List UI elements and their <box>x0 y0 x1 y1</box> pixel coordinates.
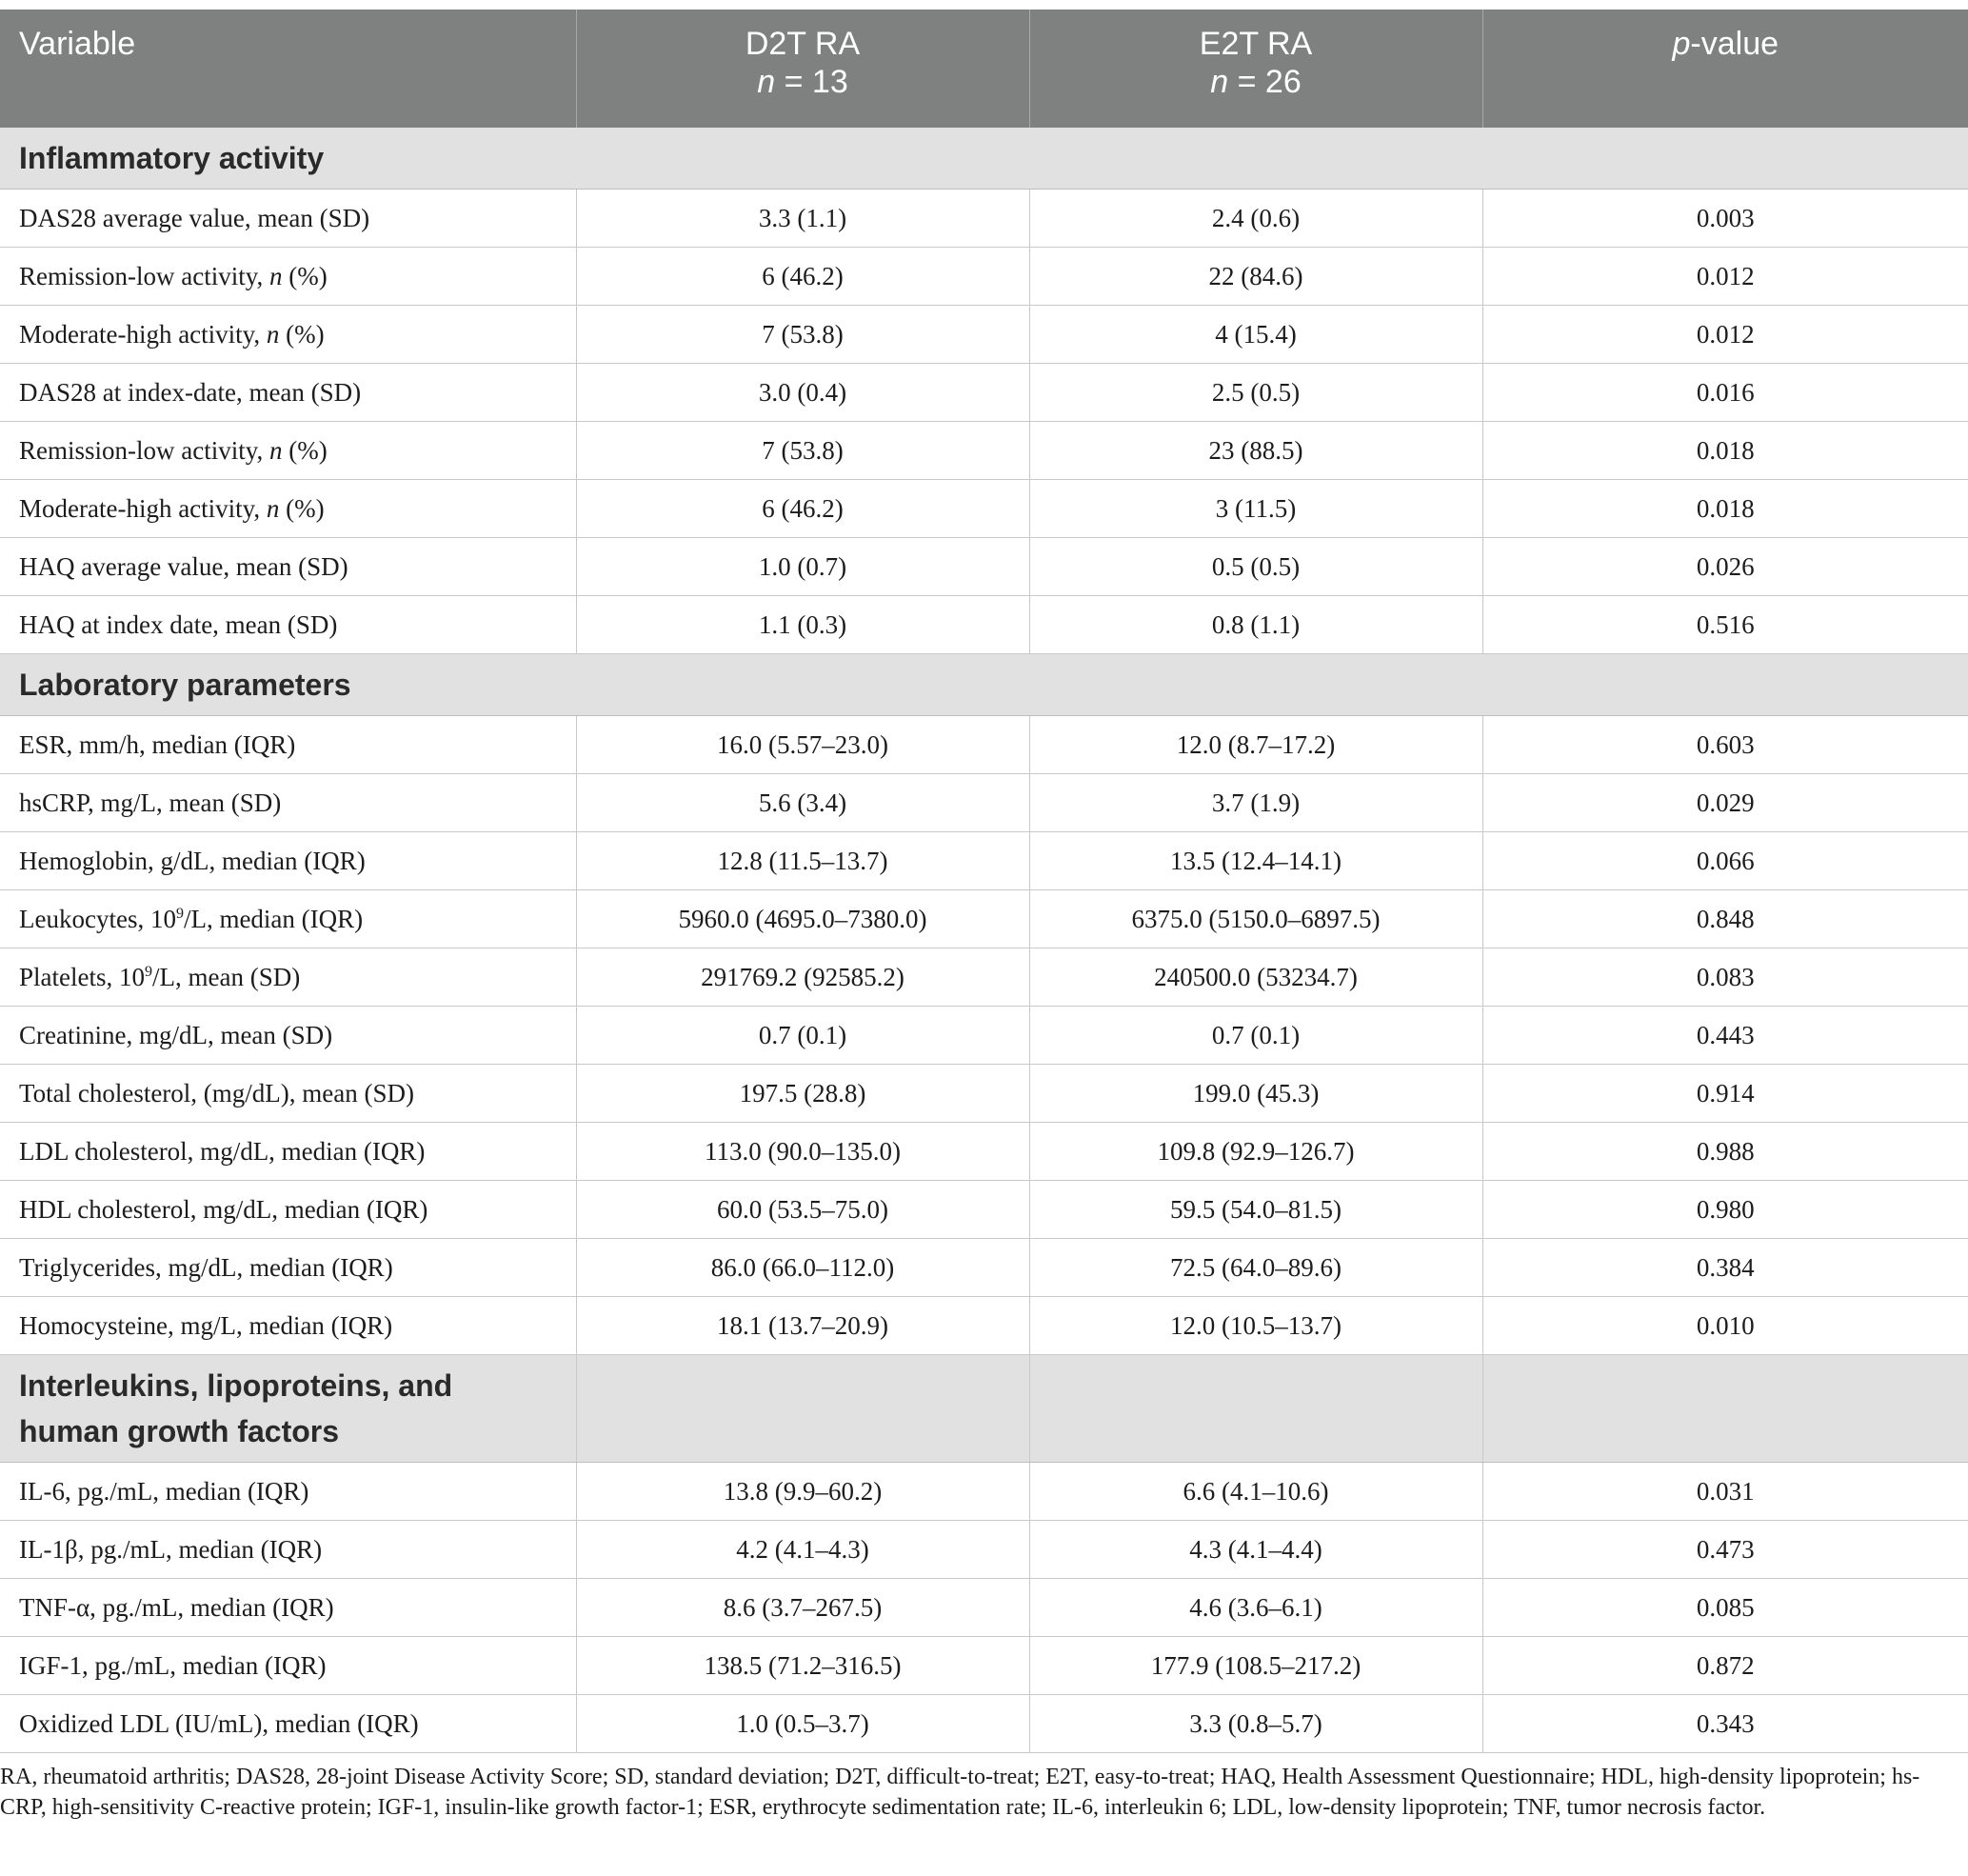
cell-e2t: 13.5 (12.4–14.1) <box>1029 832 1482 890</box>
table-row <box>0 1297 1968 1355</box>
cell-p-value: 0.343 <box>1482 1695 1968 1753</box>
cell-e2t: 4 (15.4) <box>1029 306 1482 364</box>
table-row <box>0 1637 1968 1695</box>
cell-e2t: 109.8 (92.9–126.7) <box>1029 1123 1482 1181</box>
table-row <box>0 1695 1968 1753</box>
table-row <box>0 832 1968 890</box>
cell-p-value: 0.443 <box>1482 1007 1968 1065</box>
cell-e2t: 72.5 (64.0–89.6) <box>1029 1239 1482 1297</box>
section-title: Laboratory parameters <box>0 654 1968 716</box>
cell-d2t: 60.0 (53.5–75.0) <box>576 1181 1029 1239</box>
table-row <box>0 890 1968 948</box>
cell-e2t: 22 (84.6) <box>1029 248 1482 306</box>
cell-d2t: 291769.2 (92585.2) <box>576 948 1029 1007</box>
header-variable: Variable <box>0 10 576 128</box>
table-row <box>0 248 1968 306</box>
row-label <box>0 248 576 306</box>
table-row <box>0 1579 1968 1637</box>
cell-d2t: 3.0 (0.4) <box>576 364 1029 422</box>
cell-d2t: 86.0 (66.0–112.0) <box>576 1239 1029 1297</box>
table-row <box>0 1463 1968 1521</box>
cell-p-value: 0.384 <box>1482 1239 1968 1297</box>
row-label-post: (%) <box>279 319 325 349</box>
cell-d2t: 5.6 (3.4) <box>576 774 1029 832</box>
table-row <box>0 1521 1968 1579</box>
cell-d2t: 7 (53.8) <box>576 422 1029 480</box>
table-row <box>0 422 1968 480</box>
cell-p-value: 0.516 <box>1482 596 1968 654</box>
cell-p-value: 0.988 <box>1482 1123 1968 1181</box>
row-label-post: /L, median (IQR) <box>183 904 364 933</box>
cell-e2t: 12.0 (8.7–17.2) <box>1029 716 1482 774</box>
cell-e2t: 0.8 (1.1) <box>1029 596 1482 654</box>
cell-p-value: 0.473 <box>1482 1521 1968 1579</box>
row-label: Triglycerides, mg/dL, median (IQR) <box>0 1239 576 1297</box>
header-d2t-n-label: n <box>757 64 776 100</box>
results-table <box>0 10 1968 1753</box>
row-label-post: /L, mean (SD) <box>151 962 301 991</box>
row-label-post: (%) <box>282 435 328 465</box>
row-label: IGF-1, pg./mL, median (IQR) <box>0 1637 576 1695</box>
cell-e2t: 0.7 (0.1) <box>1029 1007 1482 1065</box>
cell-p-value: 0.872 <box>1482 1637 1968 1695</box>
row-label-italic: n <box>266 493 280 523</box>
row-label <box>0 306 576 364</box>
cell-d2t: 1.0 (0.5–3.7) <box>576 1695 1029 1753</box>
row-label-italic: n <box>266 319 280 349</box>
section-header-row <box>0 128 1968 190</box>
cell-d2t: 0.7 (0.1) <box>576 1007 1029 1065</box>
section-blank-cell <box>1482 1355 1968 1463</box>
header-e2t <box>1029 10 1482 128</box>
row-label: TNF-α, pg./mL, median (IQR) <box>0 1579 576 1637</box>
row-label: DAS28 average value, mean (SD) <box>0 190 576 248</box>
row-label-post: (%) <box>279 493 325 523</box>
row-label: HDL cholesterol, mg/dL, median (IQR) <box>0 1181 576 1239</box>
header-d2t <box>576 10 1029 128</box>
row-label: Hemoglobin, g/dL, median (IQR) <box>0 832 576 890</box>
cell-d2t: 113.0 (90.0–135.0) <box>576 1123 1029 1181</box>
row-label: Homocysteine, mg/L, median (IQR) <box>0 1297 576 1355</box>
header-d2t-name: D2T RA <box>745 26 861 62</box>
section-header-row <box>0 654 1968 716</box>
cell-d2t: 18.1 (13.7–20.9) <box>576 1297 1029 1355</box>
cell-e2t: 0.5 (0.5) <box>1029 538 1482 596</box>
row-label: Creatinine, mg/dL, mean (SD) <box>0 1007 576 1065</box>
cell-p-value: 0.980 <box>1482 1181 1968 1239</box>
row-label-pre: Remission-low activity, <box>19 435 269 465</box>
cell-p-value: 0.083 <box>1482 948 1968 1007</box>
row-label: Total cholesterol, (mg/dL), mean (SD) <box>0 1065 576 1123</box>
row-label: HAQ at index date, mean (SD) <box>0 596 576 654</box>
cell-p-value: 0.010 <box>1482 1297 1968 1355</box>
cell-d2t: 5960.0 (4695.0–7380.0) <box>576 890 1029 948</box>
row-label <box>0 480 576 538</box>
row-label-post: (%) <box>282 261 328 290</box>
cell-e2t: 3.3 (0.8–5.7) <box>1029 1695 1482 1753</box>
row-label-italic: n <box>268 435 283 465</box>
row-label <box>0 948 576 1007</box>
row-label: ESR, mm/h, median (IQR) <box>0 716 576 774</box>
cell-p-value: 0.012 <box>1482 248 1968 306</box>
section-blank-cell <box>576 1355 1029 1463</box>
table-row <box>0 716 1968 774</box>
cell-e2t: 240500.0 (53234.7) <box>1029 948 1482 1007</box>
cell-p-value: 0.848 <box>1482 890 1968 948</box>
section-title-line1: Interleukins, lipoproteins, and <box>19 1368 453 1403</box>
cell-p-value: 0.914 <box>1482 1065 1968 1123</box>
row-label-pre: Platelets, 10 <box>19 962 145 991</box>
table-row <box>0 306 1968 364</box>
cell-d2t: 12.8 (11.5–13.7) <box>576 832 1029 890</box>
cell-p-value: 0.016 <box>1482 364 1968 422</box>
table-row <box>0 1065 1968 1123</box>
cell-e2t: 177.9 (108.5–217.2) <box>1029 1637 1482 1695</box>
cell-p-value: 0.018 <box>1482 422 1968 480</box>
header-p-value <box>1482 10 1968 128</box>
row-label-sup: 9 <box>175 905 184 922</box>
row-label: LDL cholesterol, mg/dL, median (IQR) <box>0 1123 576 1181</box>
cell-e2t: 59.5 (54.0–81.5) <box>1029 1181 1482 1239</box>
cell-d2t: 197.5 (28.8) <box>576 1065 1029 1123</box>
table-footnote: RA, rheumatoid arthritis; DAS28, 28-joint Disease Activity Score; SD, standard deviation; D2T, difficult-to-treat; E2T, easy-to-treat; HAQ, Health Assessment Questionnaire; HDL, high-density lipoprotein; hs-CRP, high-sensitivity C-reactive protein; IGF-1, insulin-like growth factor-1; ESR, erythrocyte sedimentation rate; IL-6, interleukin 6; LDL, low-density lipoprotein; TNF, tumor necrosis factor. <box>0 1765 1920 1820</box>
table-row <box>0 364 1968 422</box>
row-label: hsCRP, mg/L, mean (SD) <box>0 774 576 832</box>
cell-p-value: 0.029 <box>1482 774 1968 832</box>
cell-d2t: 6 (46.2) <box>576 248 1029 306</box>
cell-e2t: 3 (11.5) <box>1029 480 1482 538</box>
cell-p-value: 0.066 <box>1482 832 1968 890</box>
header-d2t-n-value: = 13 <box>775 64 848 100</box>
cell-e2t: 12.0 (10.5–13.7) <box>1029 1297 1482 1355</box>
table-row <box>0 1239 1968 1297</box>
cell-p-value: 0.012 <box>1482 306 1968 364</box>
table-row <box>0 948 1968 1007</box>
section-title: Inflammatory activity <box>0 128 1968 190</box>
cell-d2t: 13.8 (9.9–60.2) <box>576 1463 1029 1521</box>
cell-e2t: 2.4 (0.6) <box>1029 190 1482 248</box>
row-label <box>0 890 576 948</box>
section-title <box>0 1355 576 1463</box>
cell-p-value: 0.031 <box>1482 1463 1968 1521</box>
cell-e2t: 4.6 (3.6–6.1) <box>1029 1579 1482 1637</box>
table-row <box>0 538 1968 596</box>
cell-e2t: 6375.0 (5150.0–6897.5) <box>1029 890 1482 948</box>
header-e2t-n-value: = 26 <box>1228 64 1302 100</box>
section-title-line2: human growth factors <box>19 1414 340 1448</box>
section-blank-cell <box>1029 1355 1482 1463</box>
cell-p-value: 0.603 <box>1482 716 1968 774</box>
row-label-sup: 9 <box>144 963 152 980</box>
cell-d2t: 6 (46.2) <box>576 480 1029 538</box>
cell-d2t: 138.5 (71.2–316.5) <box>576 1637 1029 1695</box>
table-body <box>0 128 1968 1753</box>
cell-e2t: 23 (88.5) <box>1029 422 1482 480</box>
table-row <box>0 1007 1968 1065</box>
row-label: DAS28 at index-date, mean (SD) <box>0 364 576 422</box>
row-label: Oxidized LDL (IU/mL), median (IQR) <box>0 1695 576 1753</box>
cell-d2t: 1.1 (0.3) <box>576 596 1029 654</box>
cell-p-value: 0.003 <box>1482 190 1968 248</box>
table-row <box>0 596 1968 654</box>
table-header <box>0 10 1968 128</box>
cell-e2t: 6.6 (4.1–10.6) <box>1029 1463 1482 1521</box>
table-row <box>0 190 1968 248</box>
header-e2t-name: E2T RA <box>1199 26 1313 62</box>
header-p-rest: -value <box>1690 26 1779 62</box>
cell-e2t: 4.3 (4.1–4.4) <box>1029 1521 1482 1579</box>
cell-p-value: 0.018 <box>1482 480 1968 538</box>
header-p-italic: p <box>1672 26 1691 62</box>
cell-d2t: 8.6 (3.7–267.5) <box>576 1579 1029 1637</box>
section-header-row <box>0 1355 1968 1463</box>
row-label: IL-1β, pg./mL, median (IQR) <box>0 1521 576 1579</box>
row-label-italic: n <box>268 261 283 290</box>
table-row <box>0 1181 1968 1239</box>
cell-p-value: 0.085 <box>1482 1579 1968 1637</box>
cell-d2t: 7 (53.8) <box>576 306 1029 364</box>
table-row <box>0 1123 1968 1181</box>
cell-e2t: 2.5 (0.5) <box>1029 364 1482 422</box>
results-table-container <box>0 10 1968 1753</box>
row-label-pre: Leukocytes, 10 <box>19 904 176 933</box>
cell-e2t: 199.0 (45.3) <box>1029 1065 1482 1123</box>
row-label <box>0 422 576 480</box>
cell-d2t: 4.2 (4.1–4.3) <box>576 1521 1029 1579</box>
table-row <box>0 774 1968 832</box>
cell-p-value: 0.026 <box>1482 538 1968 596</box>
cell-d2t: 1.0 (0.7) <box>576 538 1029 596</box>
cell-d2t: 3.3 (1.1) <box>576 190 1029 248</box>
cell-e2t: 3.7 (1.9) <box>1029 774 1482 832</box>
row-label-pre: Moderate-high activity, <box>19 493 267 523</box>
header-e2t-n-label: n <box>1210 64 1229 100</box>
row-label: IL-6, pg./mL, median (IQR) <box>0 1463 576 1521</box>
row-label: HAQ average value, mean (SD) <box>0 538 576 596</box>
table-row <box>0 480 1968 538</box>
cell-d2t: 16.0 (5.57–23.0) <box>576 716 1029 774</box>
row-label-pre: Remission-low activity, <box>19 261 269 290</box>
row-label-pre: Moderate-high activity, <box>19 319 267 349</box>
